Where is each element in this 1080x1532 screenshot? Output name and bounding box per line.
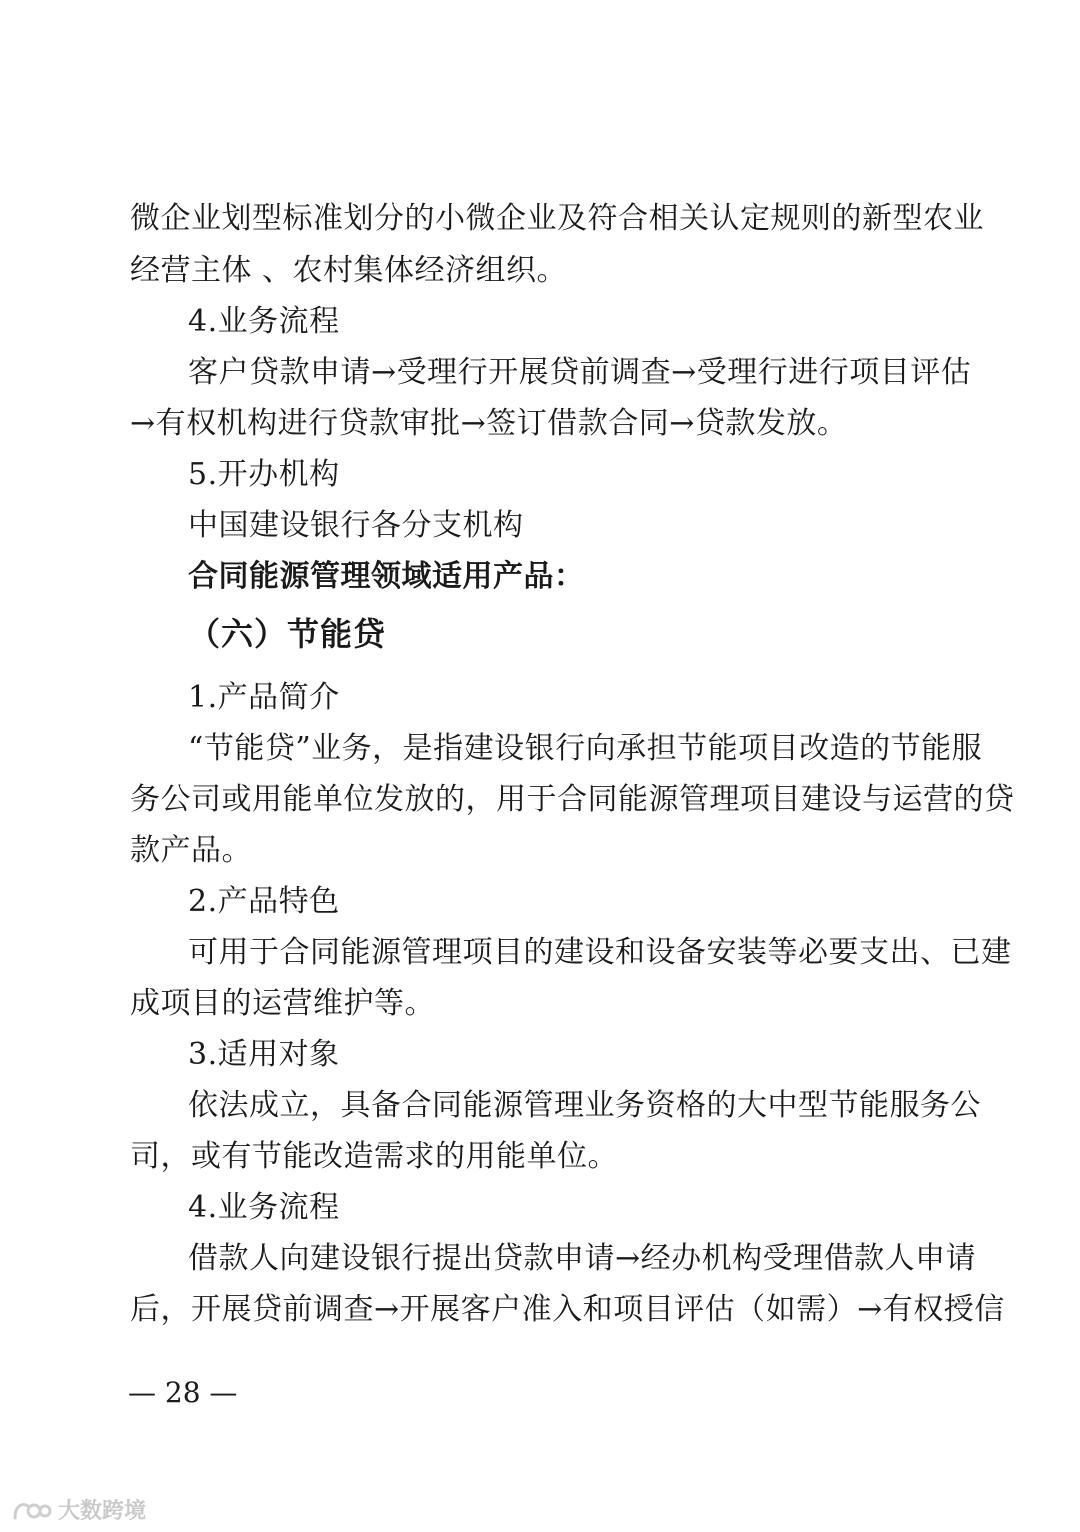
paragraph-line: 微企业划型标准划分的小微企业及符合相关认定规则的新型农业	[130, 201, 984, 236]
product-title: （六）节能贷	[188, 615, 387, 653]
paragraph-line: “节能贷”业务，是指建设银行向承担节能项目改造的节能服	[188, 731, 983, 766]
section-heading: 1.产品简介	[188, 680, 340, 715]
paragraph-line: 款产品。	[130, 833, 252, 868]
section-heading: 5.开办机构	[188, 457, 340, 492]
paragraph-line: 客户贷款申请→受理行开展贷前调查→受理行进行项目评估	[188, 355, 972, 390]
paragraph-line: 中国建设银行各分支机构	[188, 508, 524, 543]
category-heading: 合同能源管理领域适用产品：	[188, 559, 585, 594]
paragraph-line: 经营主体 、农村集体经济组织。	[130, 253, 568, 288]
paragraph-line: 司，或有节能改造需求的用能单位。	[130, 1139, 618, 1174]
paragraph-line: 可用于合同能源管理项目的建设和设备安装等必要支出、已建	[188, 935, 1012, 970]
section-heading: 3.适用对象	[188, 1037, 340, 1072]
paragraph-line: 务公司或用能单位发放的，用于合同能源管理项目建设与运营的贷	[130, 782, 1015, 817]
paragraph-line: 后，开展贷前调查→开展客户准入和项目评估（如需）→有权授信	[130, 1292, 1005, 1327]
paragraph-line: 借款人向建设银行提出贷款申请→经办机构受理借款人申请	[188, 1241, 977, 1276]
section-heading: 4.业务流程	[188, 304, 340, 339]
watermark-text: 大数跨境	[58, 1499, 147, 1524]
paragraph-line: 成项目的运营维护等。	[130, 986, 435, 1021]
paragraph-line: 依法成立，具备合同能源管理业务资格的大中型节能服务公	[188, 1088, 981, 1123]
section-heading: 2.产品特色	[188, 884, 340, 919]
watermark	[12, 1494, 146, 1525]
section-heading: 4.业务流程	[188, 1190, 340, 1225]
logo-icon	[12, 1498, 52, 1522]
page-number: — 28 —	[128, 1376, 238, 1409]
paragraph-line: →有权机构进行贷款审批→签订借款合同→贷款发放。	[130, 406, 848, 441]
